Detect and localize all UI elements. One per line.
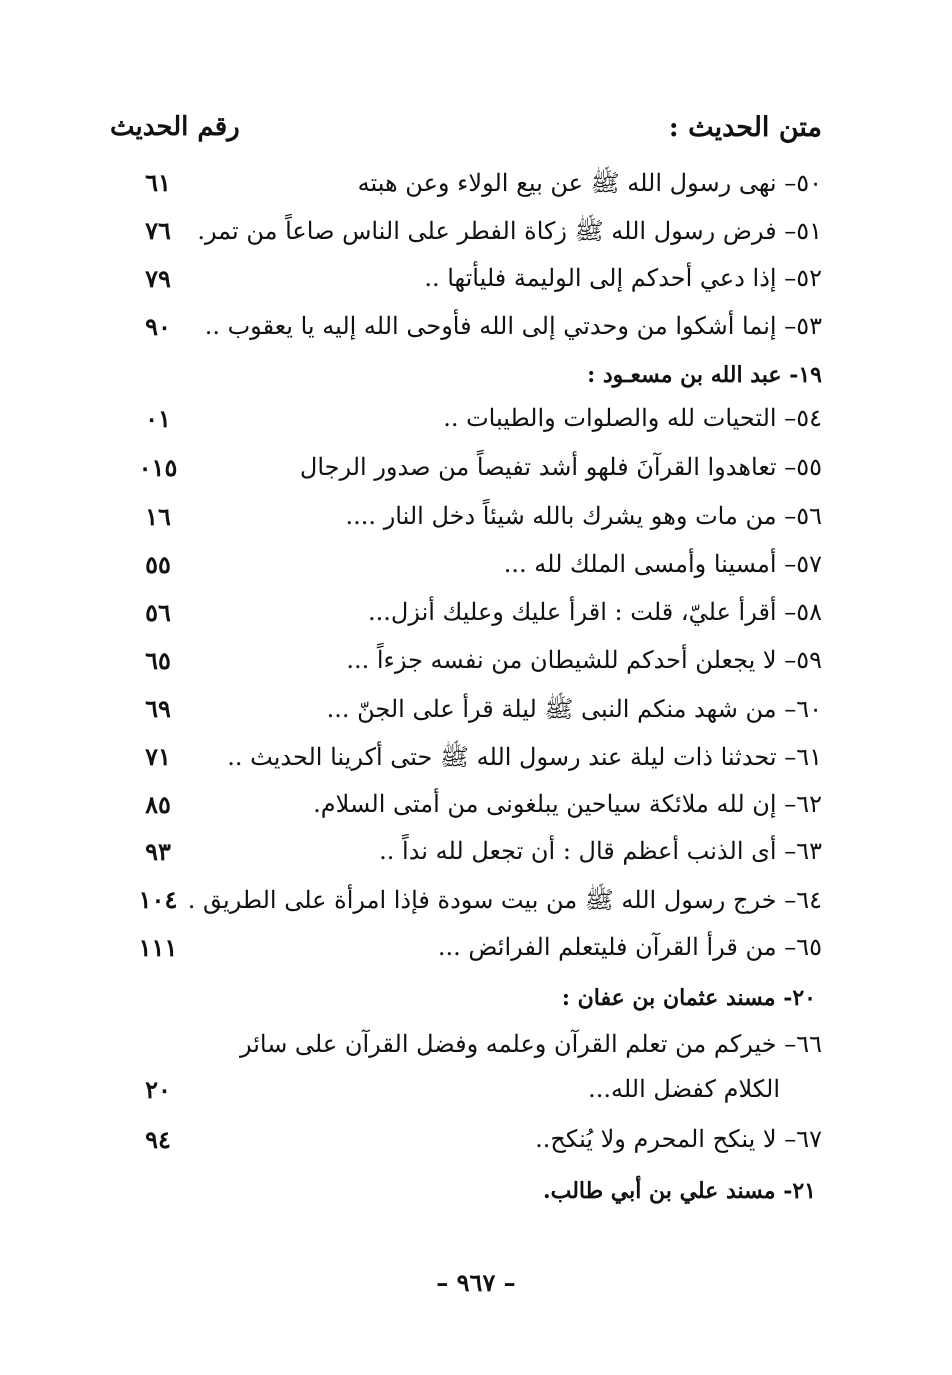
- hadith-text: ٦٤– خرج رسول الله ﷺ من بيت سودة فإذا امرأة على الطريق .: [187, 886, 822, 914]
- hadith-text-continuation: الكلام كفضل الله...: [588, 1075, 780, 1103]
- page-number: – ٩٦٧ –: [436, 1268, 516, 1297]
- column-title-hadith-text: متن الحديث :: [668, 112, 822, 143]
- section-heading: ٢٠- مسند عثمان بن عفان :: [561, 985, 816, 1011]
- hadith-row: [100, 502, 822, 546]
- hadith-number: ٢٠: [145, 1075, 171, 1104]
- hadith-number: ٧١: [145, 742, 171, 771]
- hadith-text: ٦٢– إن لله ملائكة سياحين يبلغونى من أمتى السلام.: [313, 790, 822, 818]
- hadith-row: [100, 550, 822, 594]
- hadith-text: ٦٧– لا ينكح المحرم ولا يُنكح..: [535, 1125, 822, 1153]
- hadith-row: [100, 216, 822, 260]
- hadith-row: [100, 453, 822, 497]
- hadith-row: [100, 694, 822, 738]
- table-header: [100, 112, 822, 152]
- hadith-number: ٧٩: [145, 264, 171, 293]
- hadith-number: ٨٥: [145, 790, 171, 819]
- hadith-number: ٩٤: [145, 1125, 171, 1154]
- hadith-text: ٥١– فرض رسول الله ﷺ زكاة الفطر على الناس صاعاً من تمر.: [197, 217, 822, 245]
- hadith-number: ٦١: [145, 168, 171, 197]
- hadith-number: ٥٦: [145, 598, 171, 627]
- hadith-text: ٥٩– لا يجعلن أحدكم للشيطان من نفسه جزءاً ...: [346, 646, 822, 674]
- hadith-number: ١١١: [138, 933, 178, 962]
- hadith-number: ٠١٥: [138, 453, 178, 482]
- hadith-number: ٧٦: [145, 216, 171, 245]
- hadith-number: ١٠٤: [138, 885, 178, 914]
- hadith-row: [100, 598, 822, 642]
- hadith-row: [100, 933, 822, 977]
- hadith-text: ٦٣– أى الذنب أعظم قال : أن تجعل لله نداً ..: [379, 837, 822, 865]
- hadith-row: [100, 404, 822, 448]
- hadith-number: ٩٣: [145, 837, 171, 866]
- section-heading: ٢١- مسند علي بن أبي طالب.: [542, 1178, 816, 1204]
- section-heading: ١٩- عبد الله بن مسعـود :: [587, 362, 822, 388]
- hadith-row: [100, 1125, 822, 1169]
- hadith-row: [100, 168, 822, 212]
- hadith-text: ٥٣– إنما أشكوا من وحدتي إلى الله فأوحى الله إليه يا يعقوب ..: [204, 312, 822, 340]
- hadith-number: ٥٥: [145, 550, 171, 579]
- hadith-text: ٥٨– أقرأ عليّ، قلت : اقرأ عليك وعليك أنزل...: [368, 598, 822, 626]
- hadith-row: [100, 790, 822, 834]
- hadith-row: [100, 885, 822, 929]
- hadith-number: ٦٩: [145, 694, 171, 723]
- hadith-text: ٥٠– نهى رسول الله ﷺ عن بيع الولاء وعن هبته: [357, 169, 822, 197]
- hadith-row: [100, 837, 822, 881]
- hadith-text: ٥٦– من مات وهو يشرك بالله شيئاً دخل النار ....: [345, 502, 822, 530]
- hadith-text: ٦٠– من شهد منكم النبى ﷺ ليلة قرأ على الجنّ ...: [326, 695, 822, 723]
- hadith-number: ٦٥: [145, 646, 171, 675]
- hadith-text: ٦٥– من قرأ القرآن فليتعلم الفرائض ...: [437, 933, 822, 961]
- hadith-text: ٥٥– تعاهدوا القرآنَ فلهو أشد تفيصاً من صدور الرجال: [299, 453, 822, 481]
- hadith-number: ٩٠: [145, 312, 171, 341]
- hadith-row: [100, 264, 822, 308]
- hadith-row: [100, 742, 822, 786]
- column-title-hadith-number: رقم الحديث: [110, 112, 240, 142]
- hadith-text: ٦٦– خيركم من تعلم القرآن وعلمه وفضل القرآن على سائر: [239, 1030, 822, 1058]
- hadith-text: ٦١– تحدثنا ذات ليلة عند رسول الله ﷺ حتى أكرينا الحديث ..: [227, 743, 822, 771]
- hadith-text: ٥٤– التحيات لله والصلوات والطيبات ..: [443, 404, 822, 432]
- hadith-text: ٥٢– إذا دعي أحدكم إلى الوليمة فليأتها ..: [424, 264, 822, 292]
- hadith-row: [100, 312, 822, 356]
- hadith-row: [100, 1030, 822, 1074]
- hadith-row-continuation: [100, 1075, 822, 1119]
- hadith-number: ١٦: [145, 502, 171, 531]
- hadith-row: [100, 646, 822, 690]
- hadith-text: ٥٧– أمسينا وأمسى الملك لله ...: [503, 550, 822, 578]
- hadith-number: ٠١: [145, 404, 171, 433]
